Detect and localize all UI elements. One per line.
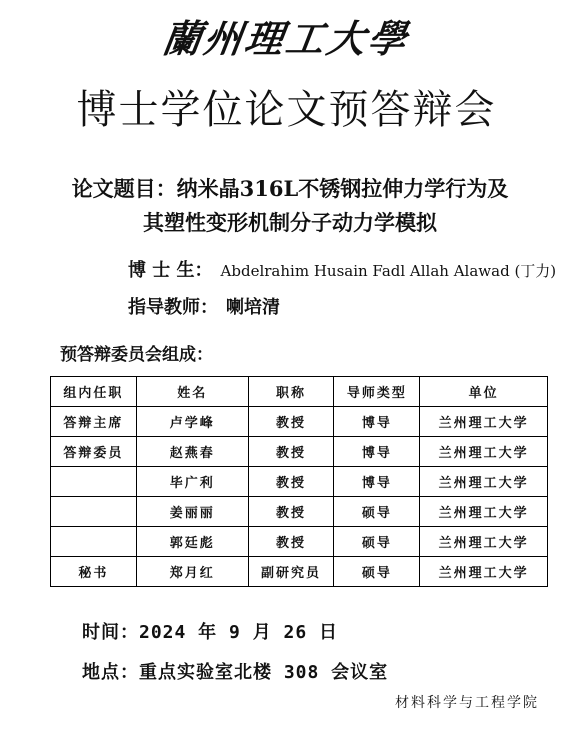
cell-title: 副研究员 — [248, 557, 334, 587]
cell-supervisor-type: 硕导 — [334, 497, 420, 527]
table-row — [51, 527, 548, 557]
committee-title: 预答辩委员会组成： — [60, 345, 213, 365]
doctoral-candidate-name: Abdelrahim Husain Fadl Allah Alawad (丁力) — [220, 262, 557, 280]
header-title: 职称 — [248, 377, 334, 407]
cell-role: 秘书 — [51, 557, 137, 587]
cell-name: 卢学峰 — [136, 407, 248, 437]
cell-name: 赵燕春 — [136, 437, 248, 467]
page-title: 博士学位论文预答辩会 — [76, 87, 497, 133]
university-logo-text: 蘭州理工大學 — [159, 16, 413, 61]
table-row — [51, 467, 548, 497]
table-row — [51, 407, 548, 437]
thesis-title-line-2: 其塑性变形机制分子动力学模拟 — [143, 210, 437, 235]
table-row — [51, 437, 548, 467]
cell-role — [51, 527, 137, 557]
cell-supervisor-type: 硕导 — [334, 557, 420, 587]
cell-unit: 兰州理工大学 — [420, 407, 548, 437]
cell-supervisor-type: 博导 — [334, 407, 420, 437]
committee-table — [50, 376, 548, 587]
advisor-label: 指导教师： — [128, 297, 218, 318]
thesis-title-line-1: 论文题目：纳米晶316L不锈钢拉伸力学行为及 — [71, 176, 509, 201]
table-header-row — [51, 377, 548, 407]
cell-supervisor-type: 博导 — [334, 467, 420, 497]
header-supervisor-type: 导师类型 — [334, 377, 420, 407]
header-role: 组内任职 — [51, 377, 137, 407]
cell-role — [51, 497, 137, 527]
cell-title: 教授 — [248, 467, 334, 497]
meeting-place: 地点：重点实验室北楼 308 会议室 — [82, 662, 389, 683]
cell-role: 答辩主席 — [51, 407, 137, 437]
cell-name: 郑月红 — [136, 557, 248, 587]
doctoral-candidate-row — [128, 256, 556, 282]
advisor-name: 喇培清 — [226, 297, 280, 318]
cell-unit: 兰州理工大学 — [420, 437, 548, 467]
college-name: 材料科学与工程学院 — [395, 695, 539, 711]
meeting-time: 时间：2024 年 9 月 26 日 — [82, 622, 339, 643]
table-row — [51, 497, 548, 527]
header-name: 姓名 — [136, 377, 248, 407]
cell-unit: 兰州理工大学 — [420, 527, 548, 557]
table-row — [51, 557, 548, 587]
thesis-title — [40, 172, 540, 240]
cell-supervisor-type: 博导 — [334, 437, 420, 467]
doctoral-candidate-label: 博 士 生： — [128, 260, 213, 281]
cell-role: 答辩委员 — [51, 437, 137, 467]
cell-name: 毕广利 — [136, 467, 248, 497]
cell-name: 姜丽丽 — [136, 497, 248, 527]
cell-supervisor-type: 硕导 — [334, 527, 420, 557]
cell-title: 教授 — [248, 497, 334, 527]
cell-unit: 兰州理工大学 — [420, 557, 548, 587]
cell-title: 教授 — [248, 527, 334, 557]
cell-unit: 兰州理工大学 — [420, 497, 548, 527]
advisor-row — [128, 293, 280, 319]
cell-name: 郭廷彪 — [136, 527, 248, 557]
cell-title: 教授 — [248, 437, 334, 467]
header-unit: 单位 — [420, 377, 548, 407]
cell-role — [51, 467, 137, 497]
cell-unit: 兰州理工大学 — [420, 467, 548, 497]
cell-title: 教授 — [248, 407, 334, 437]
